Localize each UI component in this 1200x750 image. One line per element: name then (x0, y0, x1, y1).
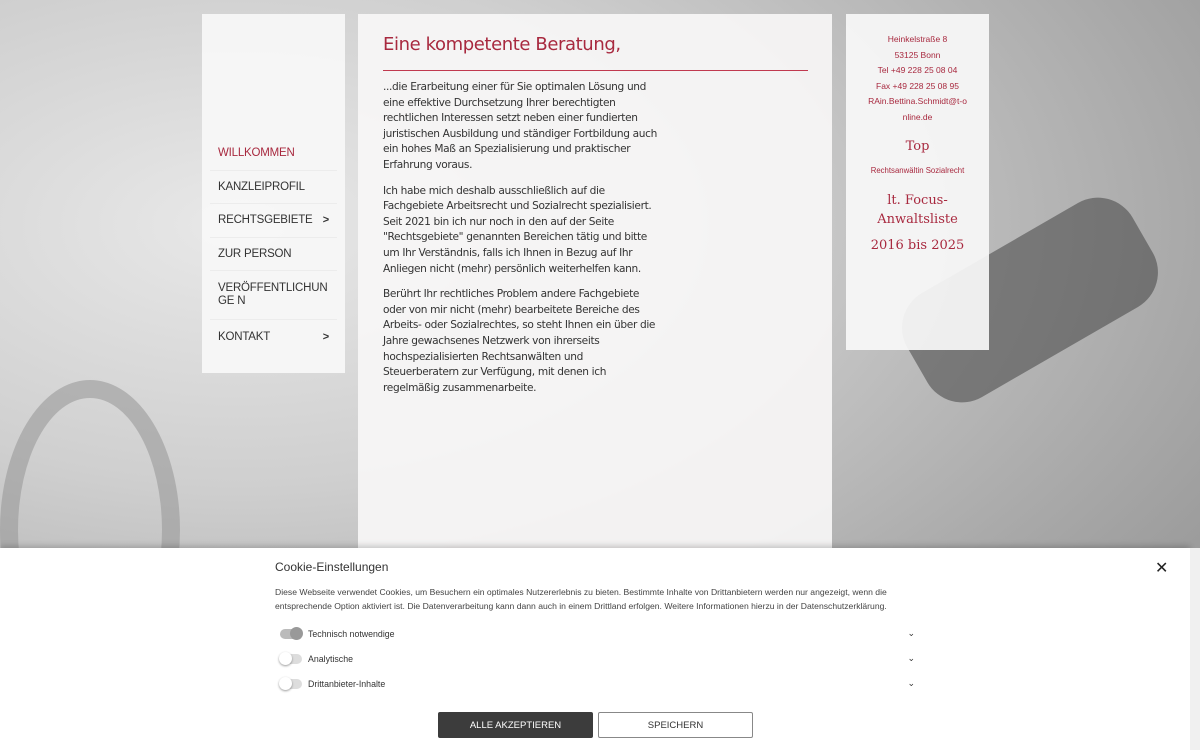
chevron-down-icon[interactable]: ⌄ (907, 678, 915, 688)
toggle-switch[interactable] (280, 679, 302, 689)
nav-label: RECHTSGEBIETE (218, 214, 313, 227)
divider (383, 70, 808, 71)
award-list: lt. Focus-Anwaltsliste (877, 193, 958, 227)
cookie-banner (0, 548, 1190, 750)
nav-item-veroeffentlichungen[interactable] (210, 271, 337, 320)
nav-item-willkommen[interactable] (210, 137, 337, 171)
page-title: Eine kompetente Beratung, (383, 34, 621, 55)
toggle-switch[interactable] (280, 629, 302, 639)
cookie-option-technical[interactable] (280, 628, 915, 639)
cookie-option-third-party[interactable] (280, 678, 915, 689)
award-years: 2016 bis 2025 (870, 238, 965, 253)
award-subtitle: Rechtsanwältin Sozialrecht (870, 166, 965, 175)
cookie-option-analytics[interactable] (280, 653, 915, 664)
cookie-title: Cookie-Einstellungen (275, 560, 389, 574)
option-label: Analytische (308, 653, 353, 664)
paragraph: Ich habe mich deshalb ausschließlich auf die Fachgebiete Arbeitsrecht und Sozialrecht spezialisiert. Seit 2021 bin ich nur noch in den auf der Seite "Rechtsgebiete" genannten Bereichen tätig und bitte um Ihr Verständnis, falls ich Ihnen in Bezug auf Ihr Anliegen nicht (mehr) persönlich weiterhelfen kann. (383, 184, 652, 275)
fax: Fax +49 228 25 08 95 (876, 80, 959, 91)
nav-item-zur-person[interactable] (210, 238, 337, 272)
address-city: 53125 Bonn (894, 49, 941, 60)
contact-sidebar (846, 14, 989, 350)
nav-label: KANZLEIPROFIL (218, 180, 305, 193)
chevron-down-icon[interactable]: ⌄ (907, 653, 915, 663)
accept-all-button[interactable]: ALLE AKZEPTIEREN (438, 712, 593, 738)
top-label: Top (905, 139, 930, 154)
paragraph: ...die Erarbeitung einer für Sie optimalen Lösung und eine effektive Durchsetzung Ihrer berechtigten rechtlichen Interessen setzt neben einer fundierten juristischen Ausbildung und ständiger Fortbildung auch ein hohes Maß an Spezialisierung und praktischer Erfahrung voraus. (383, 81, 658, 171)
close-icon[interactable]: ✕ (1155, 560, 1169, 577)
cookie-description: Diese Webseite verwendet Cookies, um Besuchern ein optimales Nutzererlebnis zu bieten. Bestimmte Inhalte von Drittanbietern werden nur angezeigt, wenn die entsprechende Option aktiviert ist. Die Datenverarbeitung kann dann auch in einem Drittland erfolgen. Weitere Informationen hierzu in der Datenschutzerklärung. (275, 587, 887, 611)
address-street: Heinkelstraße 8 (887, 34, 948, 44)
option-label: Drittanbieter-Inhalte (308, 678, 386, 689)
email-link[interactable]: RAin.Bettina.Schmidt@t-online.de (868, 96, 967, 122)
nav-item-kontakt[interactable] (210, 320, 337, 354)
nav-item-kanzleiprofil[interactable] (210, 171, 337, 205)
save-button[interactable]: SPEICHERN (598, 712, 753, 738)
option-label: Technisch notwendige (308, 628, 395, 639)
nav-item-rechtsgebiete[interactable] (210, 204, 337, 238)
nav-label: WILLKOMMEN (218, 147, 295, 160)
navigation-panel (202, 14, 345, 373)
phone[interactable]: Tel +49 228 25 08 04 (877, 65, 958, 75)
nav-label: KONTAKT (218, 330, 271, 343)
chevron-right-icon[interactable]: > (322, 330, 329, 343)
chevron-right-icon[interactable]: > (322, 214, 329, 227)
nav-label: VERÖFFENTLICHUNGE N (218, 282, 328, 307)
nav-label: ZUR PERSON (218, 247, 292, 260)
scrollbar[interactable] (1190, 548, 1200, 750)
main-content (358, 14, 832, 554)
chevron-down-icon[interactable]: ⌄ (907, 628, 915, 638)
paragraph: Berührt Ihr rechtliches Problem andere Fachgebiete oder von mir nicht (mehr) bearbeitete Bereiche des Arbeits- oder Sozialrechtes, so steht Ihnen ein über die Jahre gewachsenes Netzwerk von ihrerseits hochspezialisierten Rechtsanwälten und Steuerberatern zur Verfügung, mit denen ich regelmäßig zusammenarbeite. (383, 288, 656, 394)
toggle-switch[interactable] (280, 654, 302, 664)
